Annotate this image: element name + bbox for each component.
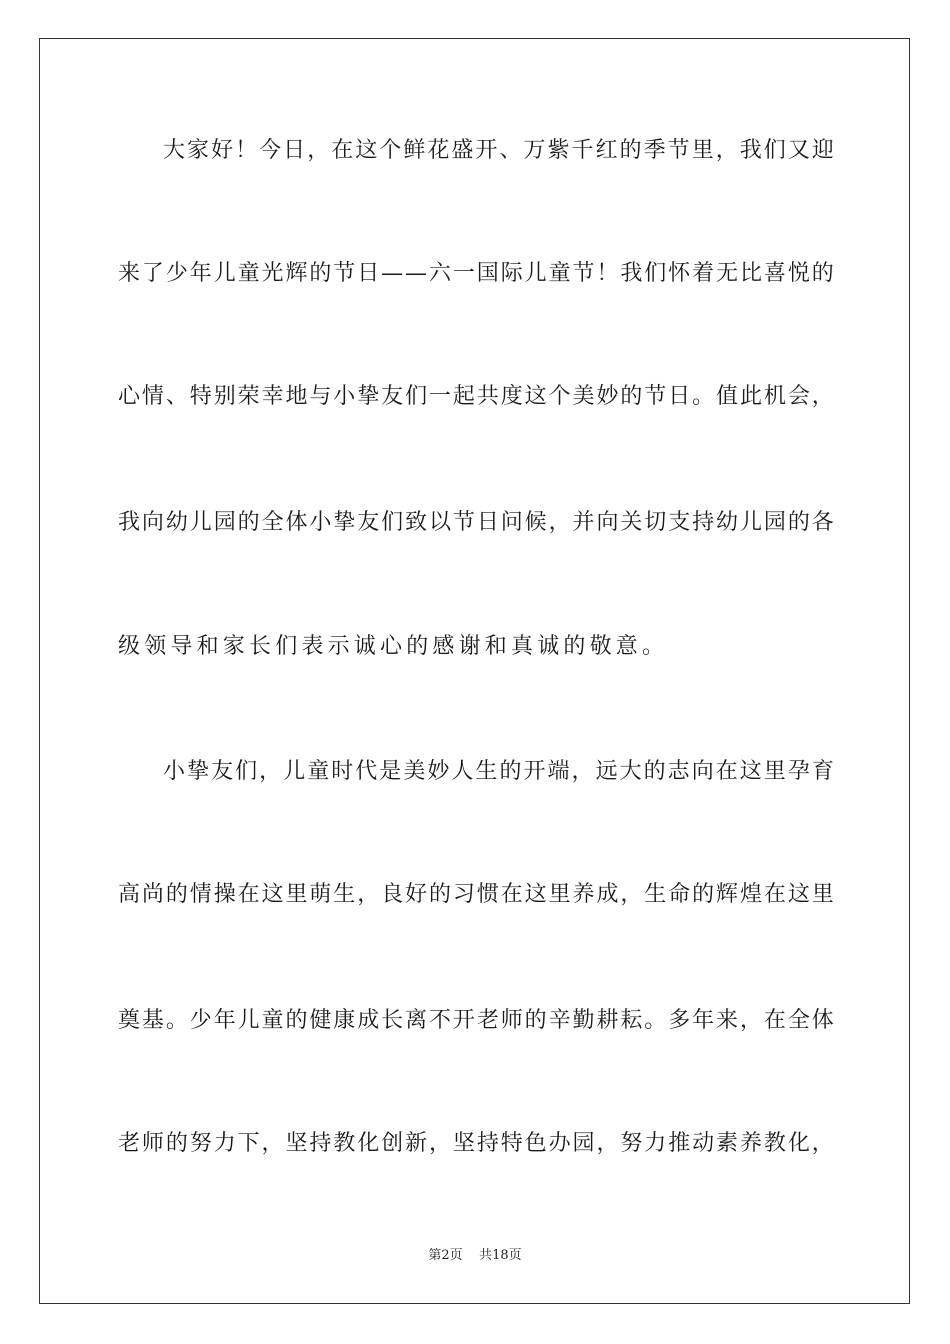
text-char: 挚 [187, 759, 210, 784]
text-char: 妙 [596, 384, 619, 409]
text-char: ， [548, 510, 571, 535]
text-char: 们 [381, 510, 404, 535]
text-char: 荣 [237, 384, 260, 409]
text-char: 老 [476, 1008, 499, 1033]
page-total: 共18页 [479, 1248, 522, 1263]
text-char: 妙 [427, 759, 450, 784]
text-char: 儿 [739, 510, 762, 535]
text-char: 别 [213, 384, 236, 409]
text-char: 在 [237, 882, 260, 907]
text-char: 我 [620, 261, 643, 286]
text-char: 花 [427, 138, 450, 163]
text-char: 心 [118, 384, 141, 409]
text-char: 小 [309, 510, 332, 535]
text-char: 我 [739, 138, 762, 163]
text-char: 健 [309, 1008, 332, 1033]
text-char: ， [596, 1131, 619, 1156]
text-char: 努 [620, 1131, 643, 1156]
text-char: 情 [189, 882, 212, 907]
text-char: 这 [261, 882, 284, 907]
text-line [118, 1006, 834, 1036]
text-char: 会 [787, 384, 810, 409]
text-char: 人 [451, 759, 474, 784]
text-char: 年 [189, 261, 212, 286]
text-char: 养 [572, 882, 595, 907]
text-char: 日 [476, 510, 499, 535]
text-char: 在 [715, 759, 738, 784]
text-char: 紫 [547, 138, 570, 163]
text-char: 创 [381, 1131, 404, 1156]
text-char: 日 [668, 384, 691, 409]
text-char: 孕 [787, 759, 810, 784]
text-char: 红 [595, 138, 618, 163]
text-char: 节 [572, 261, 595, 286]
text-char: 这 [739, 759, 762, 784]
text-char: 节 [452, 510, 475, 535]
text-char: 节 [667, 138, 690, 163]
text-char: 的 [165, 1131, 188, 1156]
text-char: 问 [500, 510, 523, 535]
text-char: 关 [620, 510, 643, 535]
text-char: 开 [475, 138, 498, 163]
text-char: 的 [285, 1008, 308, 1033]
text-char: 迎 [811, 138, 834, 163]
text-char: 家 [187, 138, 210, 163]
text-char: 我 [118, 510, 141, 535]
text-char: 个 [548, 384, 571, 409]
text-line [163, 757, 834, 787]
text-char: 的 [643, 759, 666, 784]
text-char: 挚 [357, 384, 380, 409]
text-char: 童 [261, 1008, 284, 1033]
text-char: 悦 [787, 261, 810, 286]
text-char: 的 [237, 510, 260, 535]
text-char: 下 [237, 1131, 260, 1156]
text-char: 里 [691, 138, 714, 163]
text-char: 辉 [285, 261, 308, 286]
text-char: 喜 [763, 261, 786, 286]
text-char: 代 [355, 759, 378, 784]
text-char: 开 [523, 759, 546, 784]
text-char: 体 [811, 1008, 834, 1033]
text-char: 。 [644, 1008, 667, 1033]
text-char: 挚 [333, 510, 356, 535]
text-char: ， [357, 882, 380, 907]
text-char: 美 [403, 759, 426, 784]
text-char: 比 [739, 261, 762, 286]
page-footer [0, 1247, 950, 1265]
text-char: ！ [235, 138, 258, 163]
text-char: 习 [452, 882, 475, 907]
text-char: 少 [165, 261, 188, 286]
text-char: 日 [357, 261, 380, 286]
text-char: 素 [716, 1131, 739, 1156]
text-char: 年 [213, 1008, 236, 1033]
text-char: 童 [548, 261, 571, 286]
text-char: 少 [189, 1008, 212, 1033]
text-char: 良 [381, 882, 404, 907]
text-char: 育 [811, 759, 834, 784]
text-char: 度 [500, 384, 523, 409]
text-char: 努 [189, 1131, 212, 1156]
text-char: 新 [405, 1131, 428, 1156]
text-char: ， [620, 882, 643, 907]
text-char: 候 [524, 510, 547, 535]
text-char: ， [571, 759, 594, 784]
text-char: 这 [787, 882, 810, 907]
text-char: 国 [476, 261, 499, 286]
text-char: 萌 [309, 882, 332, 907]
text-char: 体 [285, 510, 308, 535]
text-line [118, 382, 834, 412]
text-char: 里 [763, 759, 786, 784]
text-char: 大 [163, 138, 186, 163]
text-char: 长 [381, 1008, 404, 1033]
text-char: — [405, 261, 428, 286]
text-char: 坚 [452, 1131, 475, 1156]
text-char: 惯 [476, 882, 499, 907]
text-char: 的 [692, 882, 715, 907]
text-char: 机 [763, 384, 786, 409]
text-char: 端 [547, 759, 570, 784]
text-line [118, 880, 834, 910]
text-char: 。 [165, 1008, 188, 1033]
text-char: 们 [405, 384, 428, 409]
text-char: 万 [523, 138, 546, 163]
text-char: 成 [596, 882, 619, 907]
text-char: 日 [283, 138, 306, 163]
text-char: 化 [357, 1131, 380, 1156]
text-char: 生 [475, 759, 498, 784]
text-char: 的 [165, 882, 188, 907]
text-char: 这 [524, 882, 547, 907]
text-char: 多 [668, 1008, 691, 1033]
text-char: 友 [211, 759, 234, 784]
text-char: ， [715, 138, 738, 163]
text-char: ， [811, 384, 834, 409]
text-line: 级领导和家长们表示诚心的感谢和真诚的敬意。 [118, 634, 669, 659]
text-char: 共 [476, 384, 499, 409]
text-char: 师 [141, 1131, 164, 1156]
text-char: 、 [499, 138, 522, 163]
text-char: ， [259, 759, 282, 784]
text-char: 们 [235, 759, 258, 784]
text-char: 高 [118, 882, 141, 907]
text-char: 动 [692, 1131, 715, 1156]
text-char: 持 [309, 1131, 332, 1156]
text-char: 以 [428, 510, 451, 535]
text-char: 年 [692, 1008, 715, 1033]
text-char: 并 [572, 510, 595, 535]
text-char: 大 [619, 759, 642, 784]
text-char: 奠 [118, 1008, 141, 1033]
text-char: 老 [118, 1131, 141, 1156]
text-char: 办 [548, 1131, 571, 1156]
text-char: ， [811, 1131, 834, 1156]
text-char: 里 [548, 882, 571, 907]
text-char: — [381, 261, 404, 286]
text-char: ， [307, 138, 330, 163]
text-char: 命 [668, 882, 691, 907]
text-char: 儿 [189, 510, 212, 535]
text-char: 来 [716, 1008, 739, 1033]
text-char: 教 [763, 1131, 786, 1156]
text-char: 六 [428, 261, 451, 286]
text-char: 儿 [237, 1008, 260, 1033]
text-char: ， [428, 1131, 451, 1156]
text-char: 与 [309, 384, 332, 409]
text-char: 园 [213, 510, 236, 535]
text-char: 幼 [716, 510, 739, 535]
text-char: 今 [259, 138, 282, 163]
text-char: 的 [499, 759, 522, 784]
text-char: 小 [163, 759, 186, 784]
text-char: 持 [692, 510, 715, 535]
text-char: 支 [668, 510, 691, 535]
text-char: 幸 [261, 384, 284, 409]
text-char: 煌 [739, 882, 762, 907]
text-char: 光 [261, 261, 284, 286]
text-char: 值 [716, 384, 739, 409]
page-border [39, 38, 910, 1304]
text-char: 操 [213, 882, 236, 907]
text-char: 离 [405, 1008, 428, 1033]
text-char: 力 [213, 1131, 236, 1156]
text-char: 际 [500, 261, 523, 286]
text-char: 康 [333, 1008, 356, 1033]
text-char: 推 [668, 1131, 691, 1156]
text-char: 色 [524, 1131, 547, 1156]
text-char: 坚 [285, 1131, 308, 1156]
text-char: 园 [572, 1131, 595, 1156]
text-char: 特 [500, 1131, 523, 1156]
text-char: 生 [333, 882, 356, 907]
text-char: 在 [763, 882, 786, 907]
text-char: 全 [787, 1008, 810, 1033]
text-char: 起 [452, 384, 475, 409]
text-char: 里 [811, 882, 834, 907]
text-char: ， [739, 1008, 762, 1033]
text-char: 童 [307, 759, 330, 784]
text-char: 童 [237, 261, 260, 286]
text-char: 着 [692, 261, 715, 286]
text-char: 一 [428, 384, 451, 409]
text-char: ！ [596, 261, 619, 286]
text-char: 向 [596, 510, 619, 535]
text-char: 的 [309, 261, 332, 286]
text-char: 养 [739, 1131, 762, 1156]
text-char: 的 [524, 1008, 547, 1033]
text-char: 特 [189, 384, 212, 409]
text-char: 、 [165, 384, 188, 409]
text-char: 美 [572, 384, 595, 409]
text-char: 情 [141, 384, 164, 409]
text-char: 盛 [451, 138, 474, 163]
text-char: 耕 [596, 1008, 619, 1033]
text-char: 在 [500, 882, 523, 907]
text-char: 的 [620, 384, 643, 409]
text-char: 好 [405, 882, 428, 907]
text-char: 是 [379, 759, 402, 784]
text-char: 勤 [572, 1008, 595, 1033]
text-char: 儿 [213, 261, 236, 286]
text-char: 不 [428, 1008, 451, 1033]
text-char: 全 [261, 510, 284, 535]
text-char: 远 [595, 759, 618, 784]
text-char: 节 [333, 261, 356, 286]
text-char: 这 [524, 384, 547, 409]
text-char: 儿 [524, 261, 547, 286]
text-char: 友 [357, 510, 380, 535]
text-char: 志 [667, 759, 690, 784]
text-char: 们 [644, 261, 667, 286]
text-char: 在 [331, 138, 354, 163]
text-char: 们 [763, 138, 786, 163]
text-char: 耘 [620, 1008, 643, 1033]
text-char: 尚 [141, 882, 164, 907]
text-line [163, 136, 834, 166]
text-char: 又 [787, 138, 810, 163]
text-char: 时 [331, 759, 354, 784]
text-char: 季 [643, 138, 666, 163]
text-char: 辉 [716, 882, 739, 907]
text-char: 友 [381, 384, 404, 409]
text-char: 的 [811, 261, 834, 286]
text-line [118, 1129, 834, 1159]
text-char: 小 [333, 384, 356, 409]
text-char: 致 [405, 510, 428, 535]
text-char: 师 [500, 1008, 523, 1033]
text-char: 切 [644, 510, 667, 535]
text-char: ， [261, 1131, 284, 1156]
text-line [118, 259, 834, 289]
text-char: 基 [141, 1008, 164, 1033]
text-char: 此 [739, 384, 762, 409]
text-char: 成 [357, 1008, 380, 1033]
text-char: 的 [619, 138, 642, 163]
text-char: 向 [141, 510, 164, 535]
text-char: 的 [787, 510, 810, 535]
text-char: 化 [787, 1131, 810, 1156]
page-number: 第2页 [428, 1248, 463, 1263]
text-char: 怀 [668, 261, 691, 286]
text-char: 节 [644, 384, 667, 409]
text-char: 千 [571, 138, 594, 163]
text-char: 这 [355, 138, 378, 163]
text-char: 园 [763, 510, 786, 535]
text-char: 里 [285, 882, 308, 907]
text-char: 向 [691, 759, 714, 784]
text-char: 教 [333, 1131, 356, 1156]
text-char: 了 [141, 261, 164, 286]
text-char: 地 [285, 384, 308, 409]
text-char: 生 [644, 882, 667, 907]
text-char: 。 [692, 384, 715, 409]
text-char: 儿 [283, 759, 306, 784]
text-char: 鲜 [403, 138, 426, 163]
text-char: 各 [811, 510, 834, 535]
text-char: 幼 [165, 510, 188, 535]
text-char: 的 [428, 882, 451, 907]
text-char: 好 [211, 138, 234, 163]
text-char: 辛 [548, 1008, 571, 1033]
text-char: 个 [379, 138, 402, 163]
text-char: 无 [716, 261, 739, 286]
text-line [118, 508, 834, 538]
text-char: 来 [118, 261, 141, 286]
text-char: 在 [763, 1008, 786, 1033]
text-char: 力 [644, 1131, 667, 1156]
text-char: 持 [476, 1131, 499, 1156]
text-char: 开 [452, 1008, 475, 1033]
text-char: 一 [452, 261, 475, 286]
